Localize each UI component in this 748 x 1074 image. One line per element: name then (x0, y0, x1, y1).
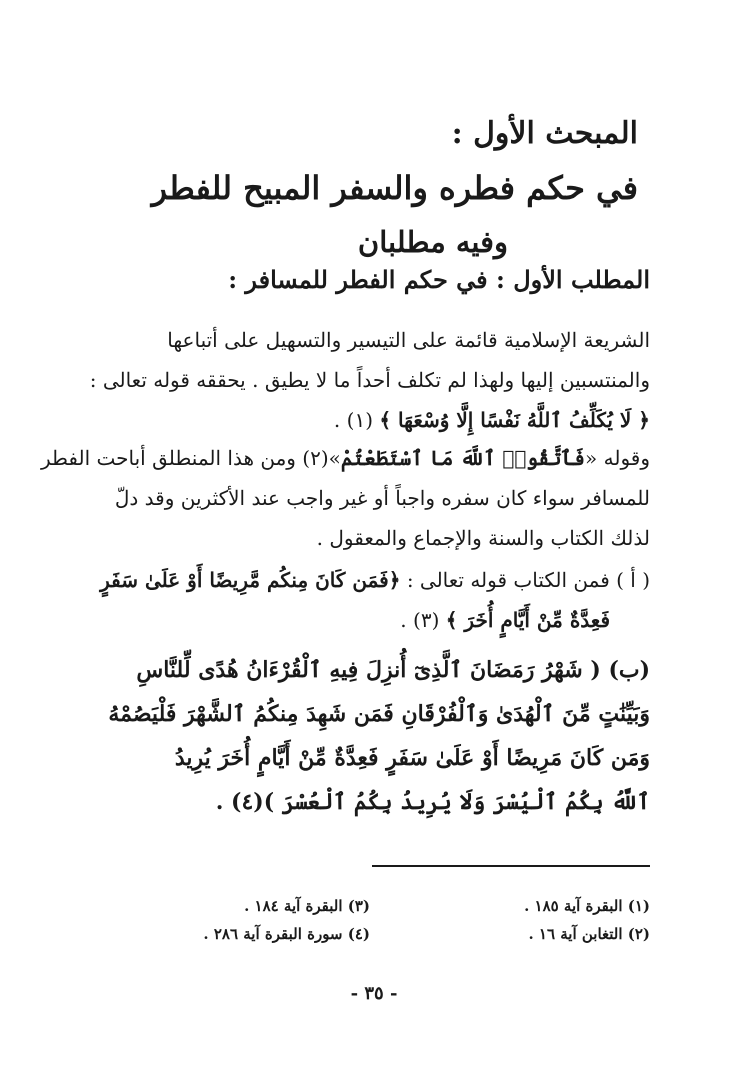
item-a (90, 560, 650, 640)
footnote-ref: (١) . (333, 408, 373, 432)
page-number: - ٣٥ - (350, 983, 398, 1004)
quran-verse: ﴿ لَا يُكَلِّفُ ٱللَّهُ نَفْسًا إِلَّا وُسْعَهَا ﴾ (379, 408, 650, 432)
chapter-heading (78, 108, 638, 268)
section-title: المطلب الأول : في حكم الفطر للمسافر : (228, 265, 650, 294)
item-b-line-1: (ب) ( شَهْرُ رَمَضَانَ ٱلَّذِىٓ أُنزِلَ فِيهِ ٱلْقُرْءَانُ هُدًى لِّلنَّاسِ (136, 657, 650, 683)
paragraph-2 (40, 438, 650, 558)
paragraph-2-line-1 (40, 438, 650, 478)
item-a-line-1 (90, 560, 650, 600)
quran-verse: ﴿فَمَن كَانَ مِنكُم مَّرِيضًا أَوْ عَلَىٰ سَفَرٍ (100, 568, 401, 592)
item-b-line-3: وَمَن كَانَ مَرِيضًا أَوْ عَلَىٰ سَفَرٍ فَعِدَّةٌ مِّنْ أَيَّامٍ أُخَرَ يُرِيدُ (174, 745, 650, 771)
paragraph-2-line-2: للمسافر سواء كان سفره واجباً أو غير واجب عند الأكثرين وقد دلّ (114, 486, 650, 510)
footnote-1: (١) البقرة آية ١٨٥ . (524, 897, 650, 915)
paragraph-1-line-2: والمنتسبين إليها ولهذا لم تكلف أحداً ما لا يطيق . يحققه قوله تعالى : (89, 368, 650, 392)
quran-verse: فَعِدَّةٌ مِّنْ أَيَّامٍ أُخَرَ ﴾ (445, 608, 610, 632)
item-a-prefix: ( أ ) فمن الكتاب قوله تعالى : (406, 568, 650, 592)
footnote-ref: (٣) . (400, 608, 440, 632)
item-b-line-2: وَبَيِّنَٰتٍ مِّنَ ٱلْهُدَىٰ وَٱلْفُرْقَانِ فَمَن شَهِدَ مِنكُمُ ٱلشَّهْرَ فَلْيَصُمْهُ (108, 701, 650, 727)
paragraph-2-line-3: لذلك الكتاب والسنة والإجماع والمعقول . (316, 526, 650, 550)
footnote-2: (٢) التغابن آية ١٦ . (528, 925, 650, 943)
item-a-line-2 (90, 600, 650, 640)
heading-line-3: وفيه مطلبان (357, 225, 508, 259)
paragraph-2-suffix: »(٢) ومن هذا المنطلق أباحت الفطر (40, 446, 341, 470)
paragraph-1-line-3 (90, 400, 650, 440)
heading-line-2: في حكم فطره والسفر المبيح للفطر (151, 169, 638, 207)
footnote-row (90, 892, 650, 920)
footnote-3: (٣) البقرة آية ١٨٤ . (244, 897, 370, 915)
paragraph-2-prefix: وقوله « (585, 446, 650, 470)
paragraph-1 (90, 320, 650, 440)
item-b-line-4: ٱللَّهُ بِكُمُ ٱلْيُسْرَ وَلَا يُرِيدُ بِكُمُ ٱلْعُسْرَ )(٤) . (215, 789, 650, 815)
footnote-divider (372, 865, 650, 867)
item-b (90, 648, 650, 824)
footnotes (90, 892, 650, 948)
quran-verse: فَٱتَّقُوا۟ ٱللَّهَ مَا ٱسْتَطَعْتُمْ (340, 446, 586, 470)
paragraph-1-line-1: الشريعة الإسلامية قائمة على التيسير والتسهيل على أتباعها (167, 328, 650, 352)
footnote-4: (٤) سورة البقرة آية ٢٨٦ . (203, 925, 370, 943)
footnote-row (90, 920, 650, 948)
heading-line-1: المبحث الأول : (451, 116, 638, 151)
